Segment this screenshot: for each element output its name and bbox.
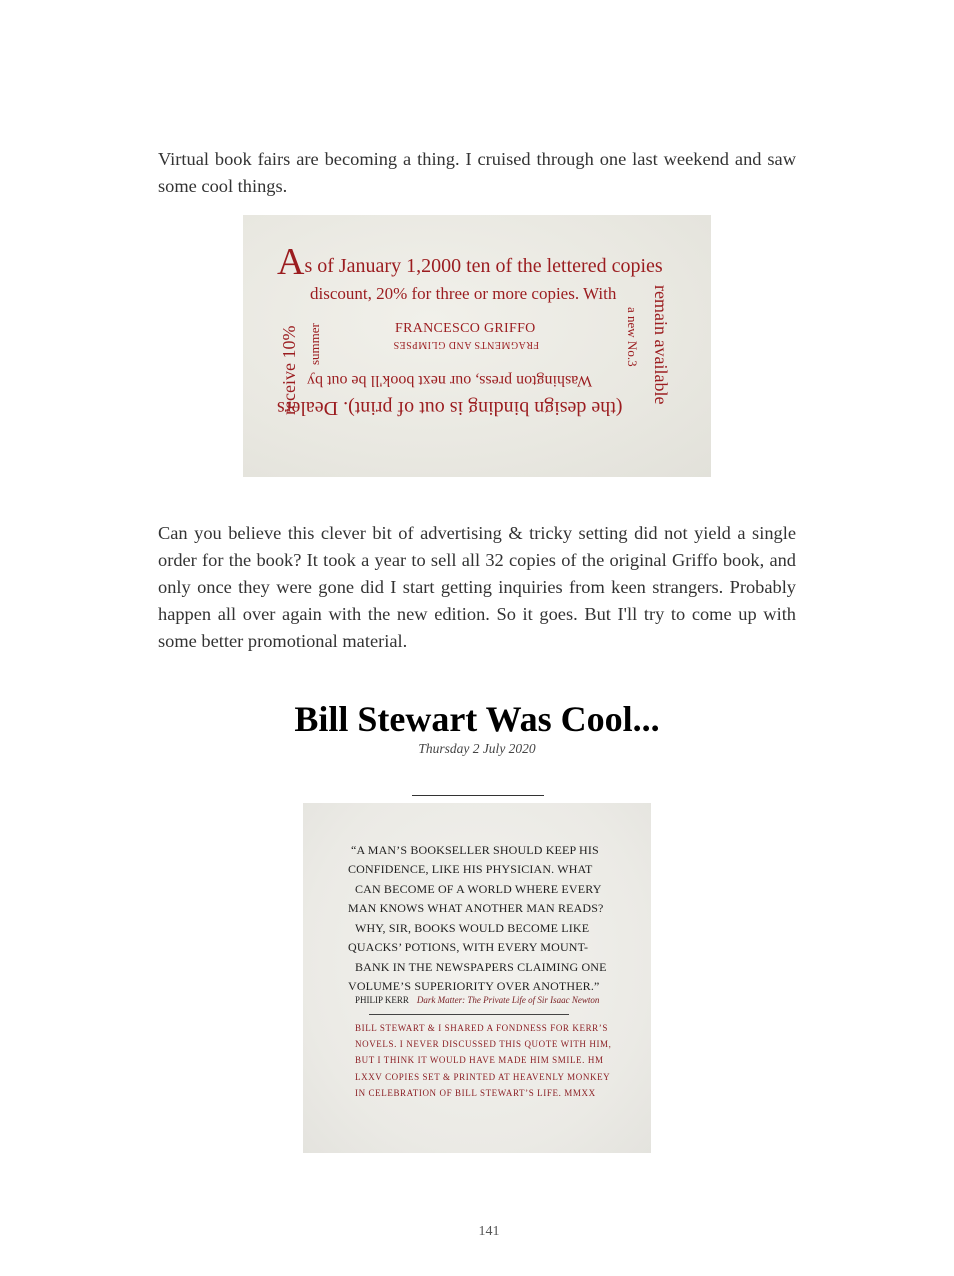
kerr-quote-broadside (303, 803, 651, 1153)
card1-top-text: s of January 1,2000 ten of the lettered copies (304, 255, 663, 277)
card1-right-inner-line: a new No.3 (625, 307, 640, 367)
colophon-line: IN CELEBRATION OF BILL STEWART’S LIFE. MMXX (355, 1088, 596, 1098)
card1-washington-line: Washington press, our next book'll be out by (307, 372, 593, 389)
quote-line: QUACKS’ POTIONS, WITH EVERY MOUNT- (348, 940, 589, 954)
card1-left-line: receive 10% (279, 325, 299, 415)
quote-line: VOLUME’S SUPERIORITY OVER ANOTHER.” (348, 979, 600, 993)
colophon-rule (369, 1014, 569, 1015)
colophon-line: LXXV COPIES SET & PRINTED AT HEAVENLY MONKEY (355, 1072, 611, 1082)
quote-line: CAN BECOME OF A WORLD WHERE EVERY (355, 882, 602, 896)
page-number: 141 (478, 1224, 500, 1239)
quote-line: WHY, SIR, BOOKS WOULD BECOME LIKE (355, 921, 590, 935)
card1-top-line (277, 243, 663, 281)
griffo-advert-card (243, 215, 711, 477)
divider-rule (412, 795, 544, 796)
colophon-line: NOVELS. I NEVER DISCUSSED THIS QUOTE WITH HIM, (355, 1039, 612, 1049)
attribution-name: PHILIP KERR (355, 995, 409, 1005)
followup-paragraph: Can you believe this clever bit of advertising & tricky setting did not yield a single order for the book? It took a year to sell all 32 copies of the original Griffo book, and only once they were gone did I start getting inquiries from keen strangers. Probably happen all over again with the new edition. So it goes. But I'll try to come up with some better promotional material. (158, 523, 796, 651)
article-date: Thursday 2 July 2020 (418, 741, 536, 756)
colophon-line: BILL STEWART & I SHARED A FONDNESS FOR KERR’S (355, 1023, 608, 1033)
quote-attribution (355, 995, 599, 1005)
article-title: Bill Stewart Was Cool... (294, 699, 660, 739)
quote-line: BANK IN THE NEWSPAPERS CLAIMING ONE (355, 960, 607, 974)
quote-line: MAN KNOWS WHAT ANOTHER MAN READS? (348, 901, 604, 915)
quote-line: CONFIDENCE, LIKE HIS PHYSICIAN. WHAT (348, 862, 593, 876)
card1-bottom-line: (the design binding is out of print). Dealers (277, 397, 623, 419)
colophon-line: BUT I THINK IT WOULD HAVE MADE HIM SMILE. HM (355, 1055, 604, 1065)
card1-dropcap: A (277, 241, 305, 283)
card1-right-line: remain available (651, 285, 671, 405)
card1-title: FRANCESCO GRIFFO (395, 321, 536, 336)
card1-second-line: discount, 20% for three or more copies. With (310, 284, 617, 303)
attribution-work: Dark Matter: The Private Life of Sir Isaac Newton (416, 995, 600, 1005)
card1-left-inner-line: summer (307, 323, 322, 365)
intro-paragraph: Virtual book fairs are becoming a thing. I cruised through one last weekend and saw some cool things. (158, 149, 796, 196)
card1-subtitle: FRAGMENTS AND GLIMPSES (393, 339, 540, 350)
quote-line: “A MAN’S BOOKSELLER SHOULD KEEP HIS (351, 843, 599, 857)
